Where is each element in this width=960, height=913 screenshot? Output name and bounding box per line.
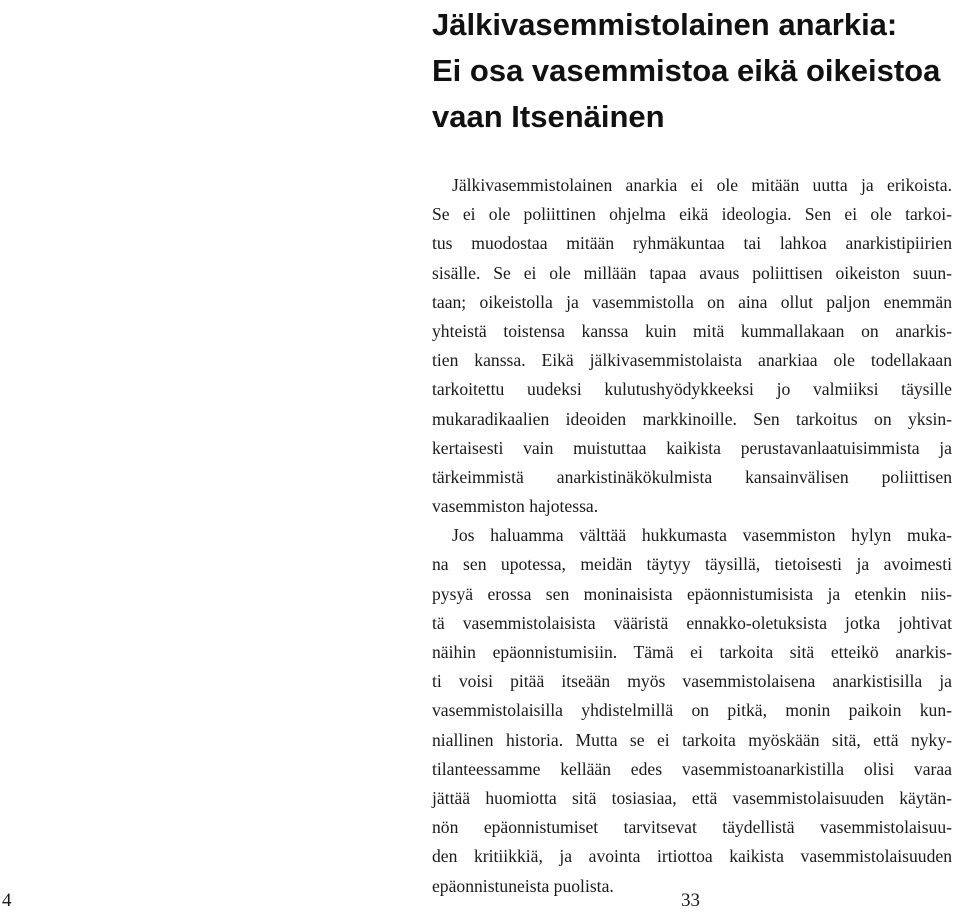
text-line: jättää huomiotta sitä tosiasiaa, että vasemmistolaisuuden käytän- <box>432 787 952 808</box>
text-line: kertaisesti vain muistuttaa kaikista perustavanlaatuisimmista ja <box>432 437 952 458</box>
text-line: vasemmiston hajotessa. <box>432 496 599 517</box>
text-line: Jälkivasemmistolainen anarkia ei ole mitään uutta ja erikoista. <box>452 175 952 195</box>
title-line: vaan Itsenäinen <box>432 99 665 134</box>
text-line: den kritiikkiä, ja avointa irtiottoa kaikista vasemmistolaisuuden <box>432 846 952 867</box>
text-line: sisälle. Se ei ole millään tapaa avaus poliittisen oikeiston suun- <box>432 262 952 283</box>
text-line: nön epäonnistumiset tarvitsevat täydellistä vasemmistolaisuu- <box>432 817 952 838</box>
text-line: Jos haluamma välttää hukkumasta vasemmiston hylyn muka- <box>452 525 952 546</box>
title-line: Ei osa vasemmistoa eikä oikeistoa <box>432 53 941 88</box>
paragraph-2 <box>432 521 952 900</box>
title-line: Jälkivasemmistolainen anarkia: <box>432 7 898 42</box>
text-line: tärkeimmistä anarkistinäkökulmista kansainvälisen poliittisen <box>432 466 952 487</box>
text-line: tien kanssa. Eikä jälkivasemmistolaista anarkiaa ole todellakaan <box>432 350 952 371</box>
text-line: pysyä erossa sen moninaisista epäonnistumisista ja etenkin niis- <box>432 583 952 604</box>
text-line: näihin epäonnistumisiin. Tämä ei tarkoita sitä etteikö anarkis- <box>432 642 952 662</box>
page-number-left: 4 <box>2 890 12 911</box>
text-line: mukaradikaalien ideoiden markkinoille. Sen tarkoitus on yksin- <box>432 408 952 429</box>
paragraph-1 <box>432 171 952 521</box>
article-title <box>432 2 952 140</box>
text-line: yhteistä toistensa kanssa kuin mitä kummallakaan on anarkis- <box>432 320 952 341</box>
text-line: tä vasemmistolaisista vääristä ennakko-oletuksista jotka johtivat <box>432 612 952 633</box>
page-number-right: 33 <box>681 890 700 911</box>
text-line: na sen upotessa, meidän täytyy täysillä, tietoisesti ja avoimesti <box>432 554 952 575</box>
text-line: ti voisi pitää itseään myös vasemmistolaisena anarkistisilla ja <box>432 671 952 692</box>
text-line: Se ei ole poliittinen ohjelma eikä ideologia. Sen ei ole tarkoi- <box>432 204 952 225</box>
text-line: niallinen historia. Mutta se ei tarkoita myöskään sitä, että nyky- <box>432 729 952 750</box>
article-body <box>432 171 952 901</box>
text-line: tarkoitettu uudeksi kulutushyödykkeeksi jo valmiiksi täysille <box>432 379 952 400</box>
text-line: vasemmistolaisilla yhdistelmillä on pitkä, monin paikoin kun- <box>432 700 952 721</box>
text-line: tus muodostaa mitään ryhmäkuntaa tai lahkoa anarkistipiirien <box>432 233 952 254</box>
text-line: tilanteessamme kellään edes vasemmistoanarkistilla olisi varaa <box>432 758 952 779</box>
text-line: taan; oikeistolla ja vasemmistolla on aina ollut paljon enemmän <box>432 291 952 312</box>
text-line: epäonnistuneista puolista. <box>432 875 614 896</box>
